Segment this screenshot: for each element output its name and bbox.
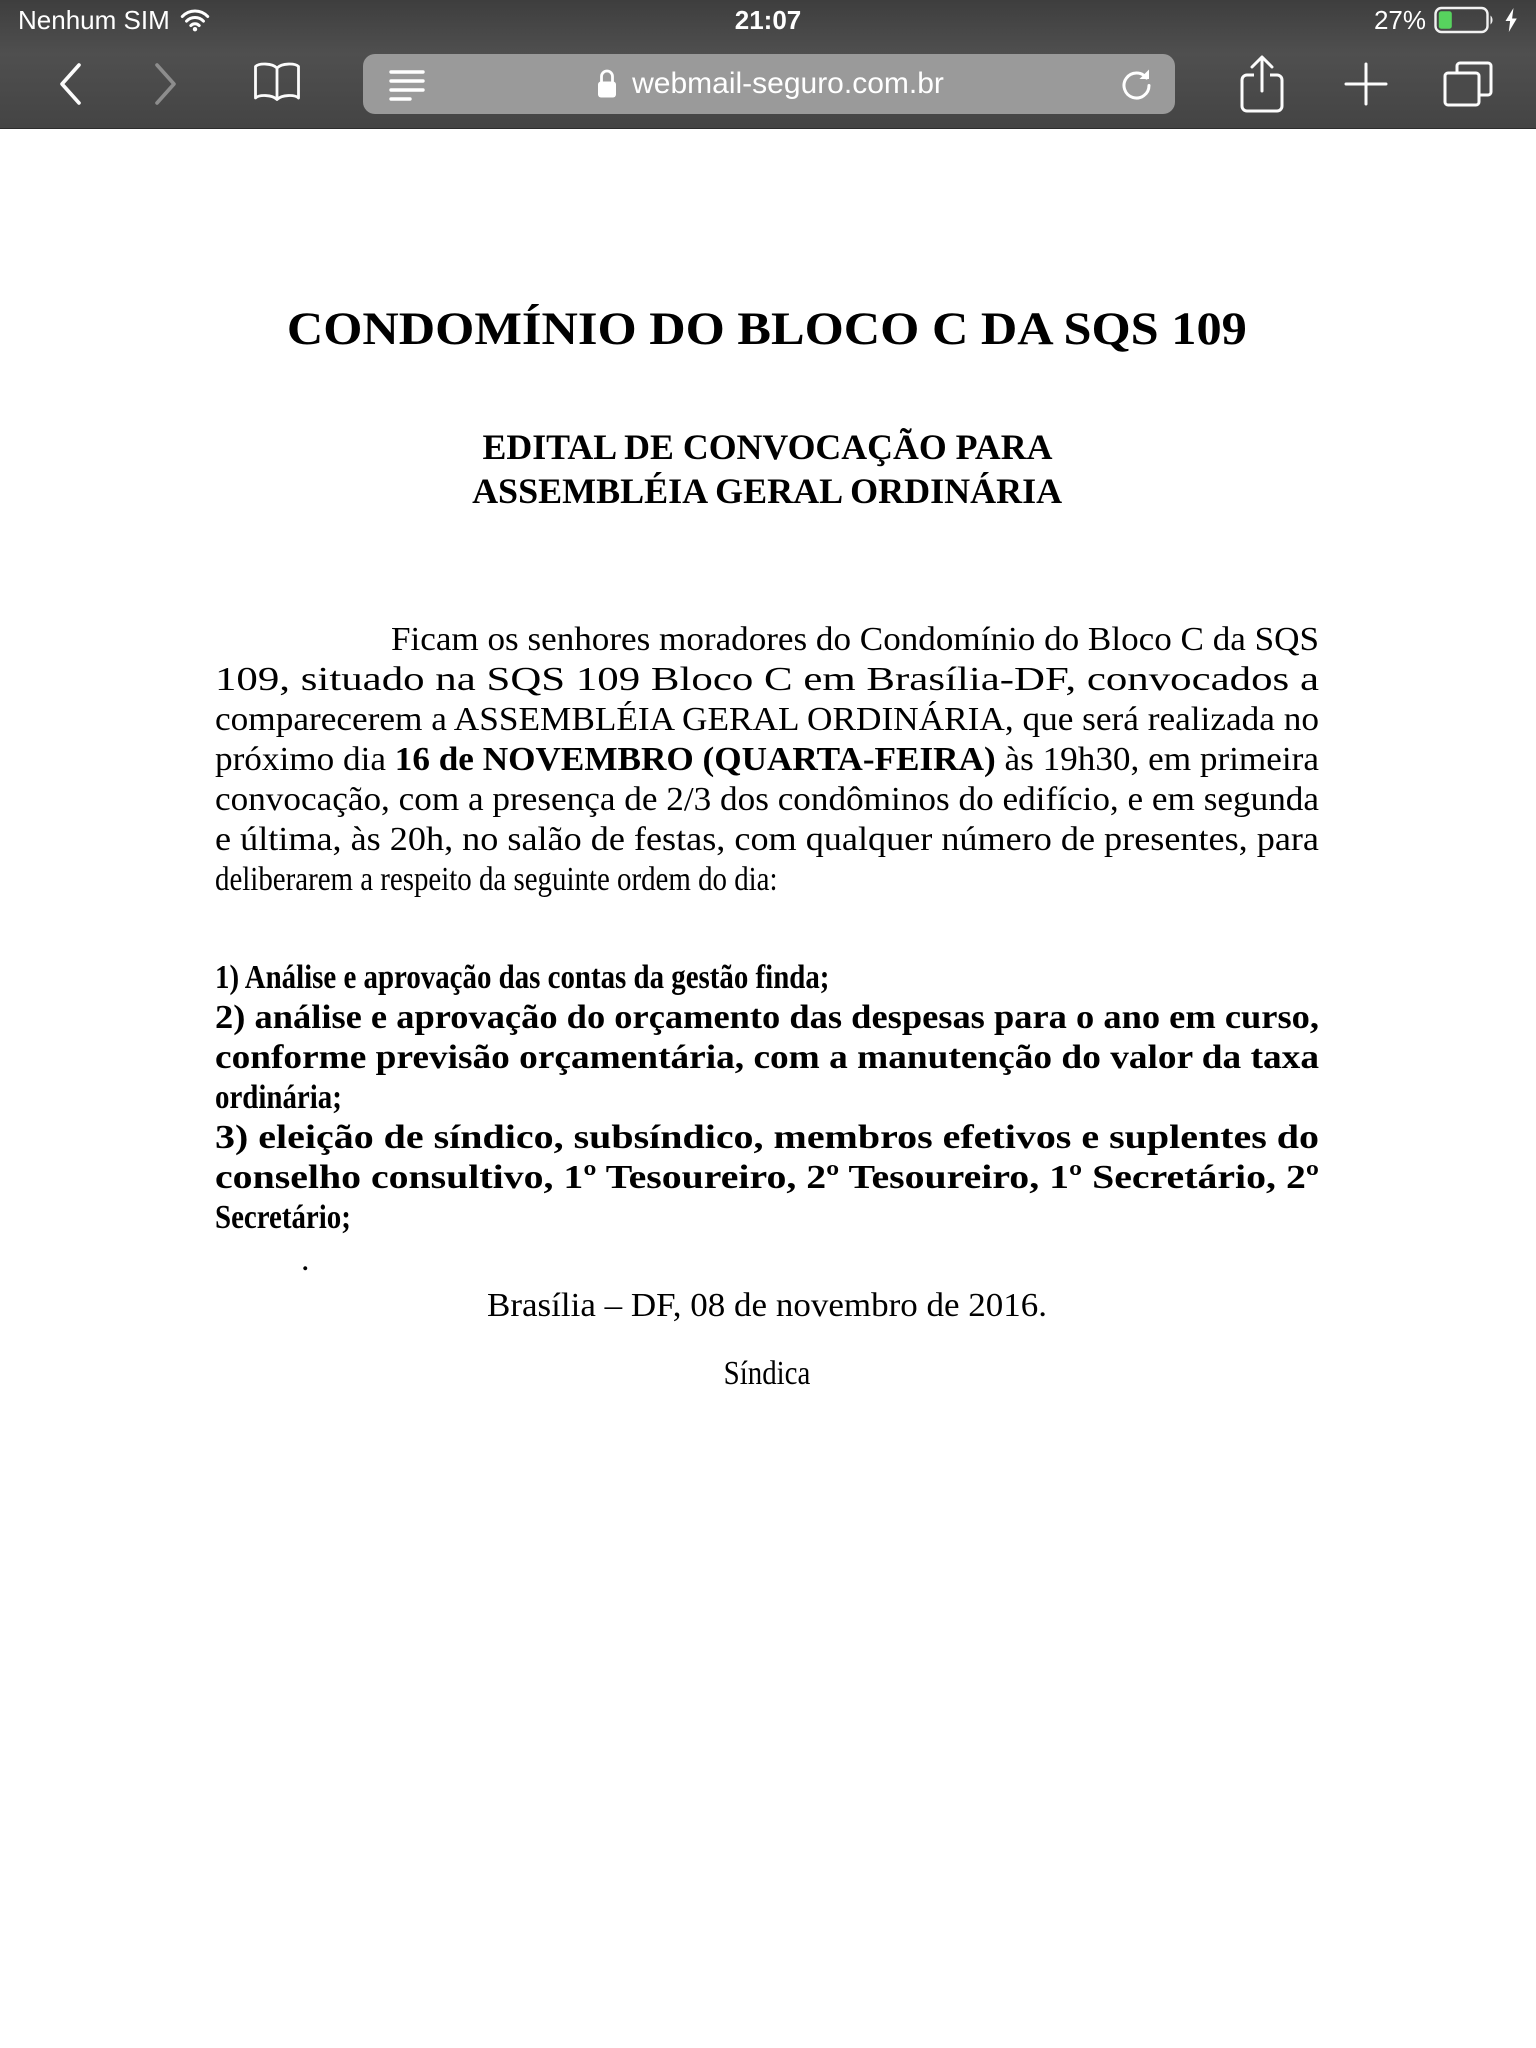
wifi-icon bbox=[180, 8, 210, 32]
body-paragraph bbox=[215, 620, 1319, 900]
body-line: Ficam os senhores moradores do Condomínio do Bloco C da SQS bbox=[391, 621, 1319, 658]
clock: 21:07 bbox=[734, 4, 802, 35]
status-bar bbox=[0, 0, 1536, 40]
body-line: convocação, com a presença de 2/3 dos condôminos do edifício, e em segunda bbox=[215, 781, 1319, 818]
battery-icon bbox=[1434, 6, 1496, 34]
agenda-item-2-cont: conforme previsão orçamentária, com a manutenção do valor da taxa bbox=[215, 1039, 1319, 1076]
chevron-left-icon bbox=[56, 61, 84, 107]
new-tab-button[interactable] bbox=[1338, 40, 1394, 128]
tabs-icon bbox=[1441, 59, 1495, 109]
toolbar bbox=[0, 40, 1536, 128]
address-bar[interactable] bbox=[363, 54, 1175, 114]
date-line: Brasília – DF, 08 de novembro de 2016. bbox=[486, 1287, 1047, 1324]
agenda-item-3-cont: Secretário; bbox=[215, 1199, 351, 1236]
plus-icon bbox=[1342, 60, 1390, 108]
share-button[interactable] bbox=[1232, 40, 1292, 128]
body-line: comparecerem a ASSEMBLÉIA GERAL ORDINÁRIA, que será realizada no bbox=[215, 701, 1319, 738]
bold-date-text: 16 de NOVEMBRO (QUARTA-FEIRA) bbox=[394, 741, 996, 778]
signature-line: Síndica bbox=[723, 1355, 811, 1392]
padlock-icon bbox=[594, 67, 620, 101]
agenda-item-3: 3) eleição de síndico, subsíndico, membros efetivos e suplentes do bbox=[215, 1119, 1319, 1156]
reload-icon[interactable] bbox=[1117, 66, 1155, 104]
battery-percent: 27% bbox=[1373, 4, 1426, 35]
agenda-item-1: 1) Análise e aprovação das contas da gestão finda; bbox=[215, 959, 830, 996]
chevron-right-icon bbox=[152, 61, 180, 107]
tabs-button[interactable] bbox=[1438, 40, 1498, 128]
lightning-icon bbox=[1504, 7, 1518, 33]
reader-lines-icon[interactable] bbox=[389, 69, 425, 101]
body-line: 109, situado na SQS 109 Bloco C em Brasília-DF, convocados a bbox=[215, 661, 1319, 698]
agenda-list bbox=[215, 958, 1319, 1238]
body-line: e última, às 20h, no salão de festas, com qualquer número de presentes, para bbox=[215, 821, 1319, 858]
body-line: deliberarem a respeito da seguinte ordem do dia: bbox=[215, 861, 778, 898]
share-icon bbox=[1237, 53, 1287, 115]
battery-fill bbox=[1439, 11, 1452, 28]
forward-button[interactable] bbox=[136, 40, 196, 128]
document-subtitle: EDITAL DE CONVOCAÇÃO PARA ASSEMBLÉIA GERAL ORDINÁRIA bbox=[471, 427, 1062, 511]
document-title: CONDOMÍNIO DO BLOCO C DA SQS 109 bbox=[287, 303, 1248, 355]
body-line: próximo dia 16 de NOVEMBRO (QUARTA-FEIRA) às 19h30, em primeira bbox=[215, 741, 1319, 778]
agenda-item-3-cont: conselho consultivo, 1º Tesoureiro, 2º Tesoureiro, 1º Secretário, 2º bbox=[215, 1159, 1319, 1196]
carrier-label: Nenhum SIM bbox=[18, 4, 170, 35]
agenda-item-2: 2) análise e aprovação do orçamento das despesas para o ano em curso, bbox=[215, 999, 1319, 1036]
stray-dot: . bbox=[301, 1241, 310, 1278]
bookmarks-button[interactable] bbox=[242, 40, 312, 128]
document-page bbox=[0, 128, 1536, 1396]
browser-chrome bbox=[0, 0, 1536, 129]
url-text: webmail-seguro.com.br bbox=[632, 67, 944, 100]
agenda-item-2-cont: ordinária; bbox=[215, 1079, 342, 1116]
book-icon bbox=[251, 60, 303, 108]
back-button[interactable] bbox=[40, 40, 100, 128]
